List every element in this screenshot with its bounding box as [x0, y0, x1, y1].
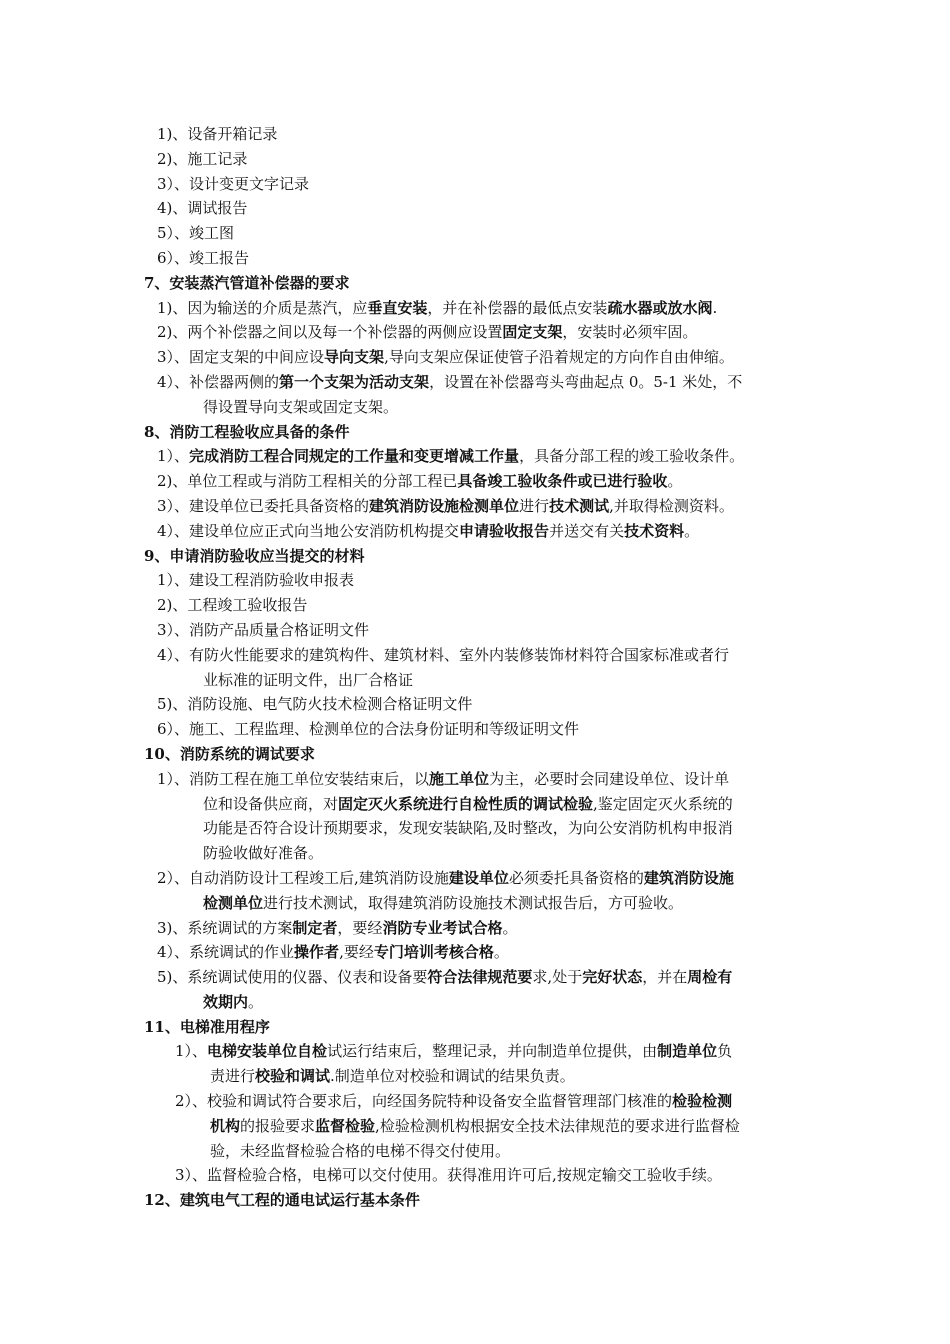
bold-text: 检测单位 [203, 893, 264, 912]
list-item [0, 1139, 950, 1164]
bold-text: 效期内 [203, 992, 249, 1011]
section-heading [0, 271, 950, 296]
text-run: 。 [502, 918, 518, 937]
bold-text: 具备竣工验收条件或已进行验收 [457, 472, 668, 491]
list-item [0, 370, 950, 395]
text-run: 试运行结束后，整理记录，并向制造单位提供，由 [327, 1042, 658, 1061]
text-run: 。 [667, 472, 683, 491]
text-run: 3)、系统调试的方案 [157, 918, 293, 937]
text-run: 负 [717, 1042, 733, 1061]
list-item [0, 1163, 950, 1188]
bold-text: 施工单位 [429, 769, 490, 788]
bold-text: 建设单位 [448, 868, 509, 887]
bold-text: 疏水器或放水阀 [607, 298, 713, 317]
text-run: 2)、单位工程或与消防工程相关的分部工程已 [157, 472, 458, 491]
bold-text: 申请验收报告 [459, 521, 550, 540]
bold-text: 制定者 [292, 918, 338, 937]
text-run: 2）、自动消防设计工程竣工后,建筑消防设施 [157, 868, 449, 887]
bold-text: 周检有 [687, 968, 733, 987]
section-heading [0, 420, 950, 445]
list-item [0, 717, 950, 742]
text-run: 5）、竣工图 [157, 224, 235, 243]
bold-text: 垂直安装 [367, 298, 428, 317]
list-item [0, 395, 950, 420]
list-item [0, 444, 950, 469]
list-item [0, 668, 950, 693]
list-item [0, 122, 950, 147]
list-item [0, 643, 950, 668]
text-run: 4）、系统调试的作业 [157, 943, 295, 962]
text-run: 业标准的证明文件，出厂合格证 [203, 670, 414, 689]
text-run: 2）、校验和调试符合要求后，向经国务院特种设备安全监督管理部门核准的 [175, 1092, 673, 1111]
list-item [0, 469, 950, 494]
text-run: 为主，必要时会同建设单位、设计单 [489, 769, 730, 788]
bold-text: 完成消防工程合同规定的工作量和变更增减工作量 [189, 447, 520, 466]
text-run: 3）、固定支架的中间应设 [157, 348, 325, 367]
text-run: ,鉴定固定灭火系统的 [593, 794, 733, 813]
text-run: 进行技术测试，取得建筑消防设施技术测试报告后，方可验收。 [263, 893, 684, 912]
text-run: ，要经 [337, 918, 383, 937]
text-run: 6）、施工、工程监理、检测单位的合法身份证明和等级证明文件 [157, 720, 580, 739]
text-run: 6）、竣工报告 [157, 248, 250, 267]
text-run: 3）、监督检验合格，电梯可以交付使用。获得准用许可后,按规定输交工验收手续。 [175, 1166, 722, 1185]
bold-text: 机构 [210, 1116, 241, 1135]
text-run: ，具备分部工程的竣工验收条件。 [519, 447, 745, 466]
text-run: 1）、 [157, 447, 190, 466]
bold-text: 11、电梯准用程序 [144, 1017, 270, 1036]
list-item [0, 221, 950, 246]
bold-text: 10、消防系统的调试要求 [144, 744, 315, 763]
bold-text: 固定支架 [502, 323, 563, 342]
text-run: ,并取得检测资料。 [609, 496, 734, 515]
list-item [0, 494, 950, 519]
list-item [0, 940, 950, 965]
list-item [0, 767, 950, 792]
list-item [0, 841, 950, 866]
list-item [0, 866, 950, 891]
list-item [0, 568, 950, 593]
text-run: 3）、消防产品质量合格证明文件 [157, 620, 370, 639]
list-item [0, 296, 950, 321]
list-item [0, 519, 950, 544]
text-run: 并送交有关 [549, 521, 625, 540]
bold-text: 电梯安装单位自检 [207, 1042, 328, 1061]
bold-text: 建筑消防设施检测单位 [369, 496, 520, 515]
text-run: 得设置导向支架或固定支架。 [203, 397, 399, 416]
list-item [0, 172, 950, 197]
list-item [0, 1039, 950, 1064]
text-run: 2)、两个补偿器之间以及每一个补偿器的两侧应设置 [157, 323, 503, 342]
text-run: 3）、建设单位已委托具备资格的 [157, 496, 370, 515]
bold-text: 校验和调试 [255, 1067, 331, 1086]
text-run: 1)、因为输送的介质是蒸汽，应 [157, 298, 368, 317]
text-run: 求,处于 [532, 968, 583, 987]
section-heading [0, 544, 950, 569]
text-run: 功能是否符合设计预期要求，发现安装缺陷,及时整改，为向公安消防机构申报消 [203, 819, 733, 838]
list-item [0, 320, 950, 345]
text-run: ，设置在补偿器弯头弯曲起点 0。5-1 米处，不 [429, 372, 743, 391]
text-run: 2)、施工记录 [157, 149, 248, 168]
list-item [0, 147, 950, 172]
bold-text: 操作者 [294, 943, 340, 962]
text-run: 5)、消防设施、电气防火技术检测合格证明文件 [157, 695, 473, 714]
list-item [0, 965, 950, 990]
list-item [0, 593, 950, 618]
text-run: 责进行 [210, 1067, 256, 1086]
list-item [0, 1089, 950, 1114]
bold-text: 8、消防工程验收应具备的条件 [144, 422, 350, 441]
list-item [0, 1064, 950, 1089]
text-run: 4)、调试报告 [157, 199, 248, 218]
text-run: ，并在补偿器的最低点安装 [427, 298, 608, 317]
bold-text: 12、建筑电气工程的通电试运行基本条件 [144, 1191, 420, 1210]
bold-text: 技术资料 [624, 521, 685, 540]
bold-text: 导向支架 [324, 348, 385, 367]
document-page [0, 122, 950, 1213]
list-item [0, 618, 950, 643]
section-heading [0, 1015, 950, 1040]
text-run: 3）、设计变更文字记录 [157, 174, 310, 193]
text-run: 。 [248, 992, 264, 1011]
text-run: 4）、补偿器两侧的 [157, 372, 280, 391]
list-item [0, 1114, 950, 1139]
text-run: .制造单位对校验和调试的结果负责。 [330, 1067, 575, 1086]
bold-text: 固定灭火系统进行自检性质的调试检验 [338, 794, 594, 813]
list-item [0, 891, 950, 916]
bold-text: 技术测试 [549, 496, 610, 515]
bold-text: 监督检验 [315, 1116, 376, 1135]
bold-text: 制造单位 [657, 1042, 718, 1061]
list-item [0, 196, 950, 221]
text-run: 1）、 [175, 1042, 208, 1061]
text-run: 防验收做好准备。 [203, 844, 324, 863]
text-run: ，并在 [642, 968, 688, 987]
text-run: ,检验检测机构根据安全技术法律规范的要求进行监督检 [375, 1116, 740, 1135]
section-heading [0, 742, 950, 767]
text-run: 1）、消防工程在施工单位安装结束后，以 [157, 769, 430, 788]
list-item [0, 792, 950, 817]
text-run: 2)、工程竣工验收报告 [157, 596, 308, 615]
text-run: 4）、建设单位应正式向当地公安消防机构提交 [157, 521, 460, 540]
text-run: 4）、有防火性能要求的建筑构件、建筑材料、室外内装修装饰材料符合国家标准或者行 [157, 645, 730, 664]
text-run: 1）、建设工程消防验收申报表 [157, 571, 355, 590]
list-item [0, 816, 950, 841]
text-run: 位和设备供应商，对 [203, 794, 339, 813]
bold-text: 9、申请消防验收应当提交的材料 [144, 546, 365, 565]
text-run: 必须委托具备资格的 [508, 868, 644, 887]
bold-text: 消防专业考试合格 [382, 918, 503, 937]
text-run: ,导向支架应保证使管子沿着规定的方向作自由伸缩。 [384, 348, 734, 367]
bold-text: 完好状态 [582, 968, 643, 987]
bold-text: 第一个支架为活动支架 [279, 372, 430, 391]
list-item [0, 345, 950, 370]
bold-text: 7、安装蒸汽管道补偿器的要求 [144, 273, 350, 292]
text-run: ,要经 [339, 943, 374, 962]
bold-text: 检验检测 [672, 1092, 733, 1111]
text-run: 验，未经监督检验合格的电梯不得交付使用。 [210, 1141, 511, 1160]
section-heading [0, 1188, 950, 1213]
list-item [0, 990, 950, 1015]
list-item [0, 692, 950, 717]
text-run: 的报验要求 [240, 1116, 316, 1135]
bold-text: 专门培训考核合格 [373, 943, 494, 962]
bold-text: 建筑消防设施 [643, 868, 734, 887]
text-run: 5)、系统调试使用的仪器、仪表和设备要 [157, 968, 428, 987]
text-run: 1)、设备开箱记录 [157, 125, 278, 143]
text-run: . [712, 298, 718, 317]
text-run: 。 [493, 943, 509, 962]
text-run: ，安装时必须牢固。 [562, 323, 698, 342]
list-item [0, 246, 950, 271]
bold-text: 符合法律规范要 [427, 968, 533, 987]
list-item [0, 916, 950, 941]
text-run: 。 [684, 521, 700, 540]
text-run: 进行 [519, 496, 550, 515]
